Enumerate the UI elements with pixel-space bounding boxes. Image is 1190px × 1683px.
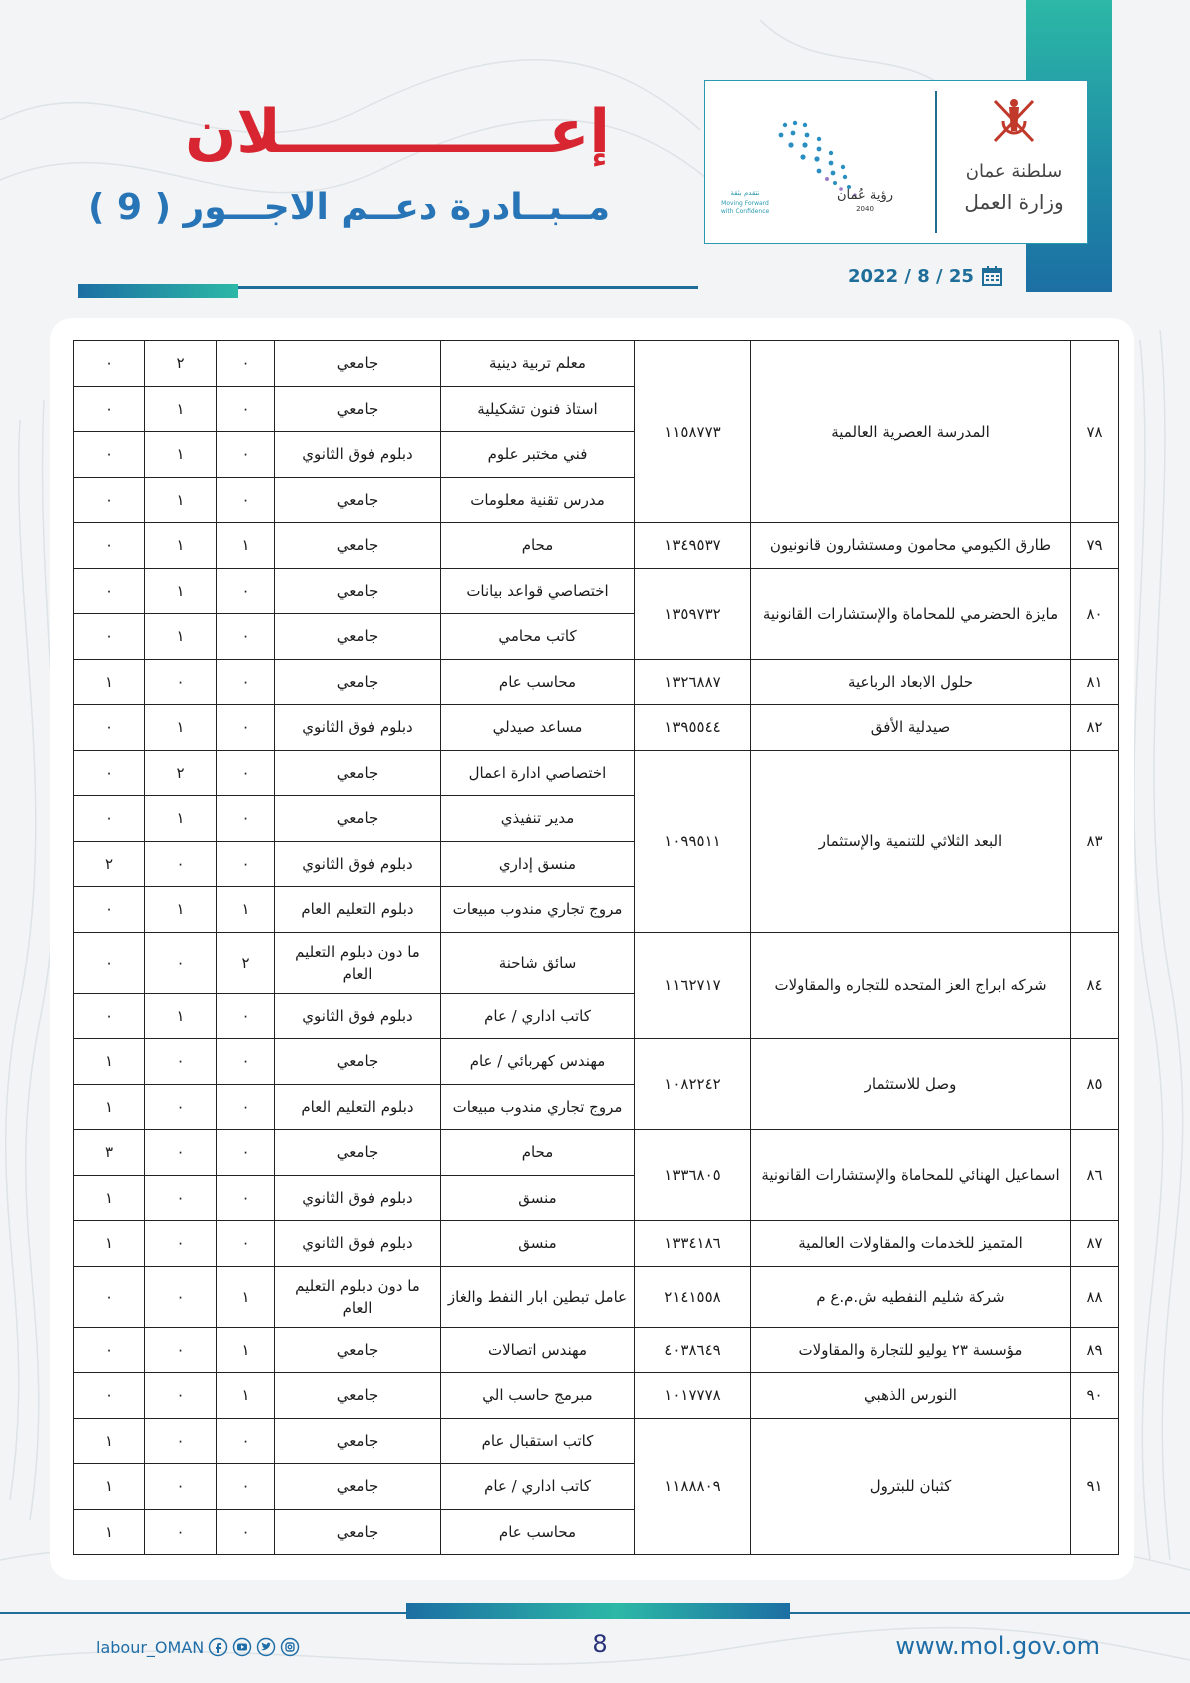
table-row <box>74 1373 1119 1419</box>
row-number-cell: ٨٤ <box>1071 932 1119 1039</box>
job-title-cell: منسق إداري <box>441 841 635 887</box>
count-cell: ٠ <box>74 386 145 432</box>
count-cell: ٠ <box>145 932 217 993</box>
count-cell: ١ <box>74 1175 145 1221</box>
count-cell: ٢ <box>145 341 217 387</box>
count-cell: ٠ <box>217 386 275 432</box>
company-name-cell: النورس الذهبي <box>751 1373 1071 1419</box>
job-title-cell: مساعد صيدلي <box>441 705 635 751</box>
count-cell: ٢ <box>74 841 145 887</box>
company-name-cell: شركه ابراج العز المتحده للتجاره والمقاولات <box>751 932 1071 1039</box>
count-cell: ٠ <box>145 1266 217 1327</box>
job-title-cell: استاذ فنون تشكيلية <box>441 386 635 432</box>
table-card <box>50 318 1134 1580</box>
count-cell: ١ <box>74 1509 145 1555</box>
company-name-cell: البعد الثلاثي للتنمية والإستثمار <box>751 750 1071 932</box>
count-cell: ١ <box>145 887 217 933</box>
count-cell: ٠ <box>74 750 145 796</box>
vision-year: 2040 <box>856 205 874 213</box>
count-cell: ١ <box>217 523 275 569</box>
qualification-cell: جامعي <box>275 523 441 569</box>
row-number-cell: ٨٩ <box>1071 1327 1119 1373</box>
vision-tag-en-1: Moving Forward <box>721 200 769 207</box>
job-title-cell: كاتب اداري / عام <box>441 1464 635 1510</box>
count-cell: ٠ <box>74 932 145 993</box>
count-cell: ١ <box>145 614 217 660</box>
ministry-of-labour-logo <box>945 91 1083 235</box>
qualification-cell: ما دون دبلوم التعليم العام <box>275 932 441 993</box>
company-name-cell: المدرسة العصرية العالمية <box>751 341 1071 523</box>
table-row <box>74 1418 1119 1464</box>
registration-number-cell: ١٣٢٦٨٨٧ <box>635 659 751 705</box>
row-number-cell: ٨١ <box>1071 659 1119 705</box>
registration-number-cell: ١١٨٨٨٠٩ <box>635 1418 751 1555</box>
qualification-cell: دبلوم التعليم العام <box>275 1084 441 1130</box>
row-number-cell: ٨٧ <box>1071 1221 1119 1267</box>
table-row <box>74 659 1119 705</box>
row-number-cell: ٨٥ <box>1071 1039 1119 1130</box>
count-cell: ٠ <box>74 568 145 614</box>
job-title-cell: اختصاصي ادارة اعمال <box>441 750 635 796</box>
vision-tag-ar: نتقدم بثقة <box>730 189 760 197</box>
registration-number-cell: ١٣٣٦٨٠٥ <box>635 1130 751 1221</box>
count-cell: ٠ <box>74 614 145 660</box>
qualification-cell: دبلوم فوق الثانوي <box>275 841 441 887</box>
company-name-cell: صيدلية الأفق <box>751 705 1071 751</box>
count-cell: ١ <box>145 523 217 569</box>
qualification-cell: جامعي <box>275 1509 441 1555</box>
count-cell: ٠ <box>217 568 275 614</box>
qualification-cell: ما دون دبلوم التعليم العام <box>275 1266 441 1327</box>
company-name-cell: طارق الكيومي محامون ومستشارون قانونيون <box>751 523 1071 569</box>
logo-divider <box>935 91 937 233</box>
qualification-cell: جامعي <box>275 1373 441 1419</box>
qualification-cell: دبلوم فوق الثانوي <box>275 993 441 1039</box>
registration-number-cell: ١٠١٧٧٧٨ <box>635 1373 751 1419</box>
count-cell: ٠ <box>145 1418 217 1464</box>
count-cell: ١ <box>145 432 217 478</box>
qualification-cell: جامعي <box>275 341 441 387</box>
qualification-cell: جامعي <box>275 659 441 705</box>
table-row <box>74 932 1119 993</box>
company-name-cell: شركة شليم النفطيه ش.م.ع م <box>751 1266 1071 1327</box>
company-name-cell: مؤسسة ٢٣ يوليو للتجارة والمقاولات <box>751 1327 1071 1373</box>
count-cell: ١ <box>217 1327 275 1373</box>
table-row <box>74 705 1119 751</box>
facebook-icon[interactable] <box>208 1637 228 1657</box>
job-title-cell: مدرس تقنية معلومات <box>441 477 635 523</box>
row-number-cell: ٨٦ <box>1071 1130 1119 1221</box>
company-name-cell: مايزة الحضرمي للمحاماة والإستشارات القانونية <box>751 568 1071 659</box>
count-cell: ١ <box>145 568 217 614</box>
count-cell: ٠ <box>74 993 145 1039</box>
table-row <box>74 1327 1119 1373</box>
count-cell: ٠ <box>217 341 275 387</box>
twitter-icon[interactable] <box>256 1637 276 1657</box>
title-underline-accent <box>78 284 238 298</box>
count-cell: ٠ <box>217 705 275 751</box>
calendar-icon <box>982 266 1002 286</box>
job-title-cell: منسق <box>441 1175 635 1221</box>
row-number-cell: ٧٩ <box>1071 523 1119 569</box>
job-title-cell: كاتب استقبال عام <box>441 1418 635 1464</box>
qualification-cell: جامعي <box>275 1418 441 1464</box>
count-cell: ٠ <box>74 1373 145 1419</box>
row-number-cell: ٨٠ <box>1071 568 1119 659</box>
qualification-cell: جامعي <box>275 386 441 432</box>
count-cell: ١ <box>145 993 217 1039</box>
count-cell: ١ <box>217 887 275 933</box>
ministry-name-line-2: وزارة العمل <box>964 190 1064 214</box>
count-cell: ٢ <box>217 932 275 993</box>
count-cell: ٠ <box>217 1509 275 1555</box>
logo-panel <box>704 80 1088 244</box>
count-cell: ٠ <box>145 1039 217 1085</box>
vision-name: رؤية عُمان <box>836 188 894 203</box>
qualification-cell: جامعي <box>275 568 441 614</box>
qualification-cell: جامعي <box>275 614 441 660</box>
count-cell: ٢ <box>145 750 217 796</box>
table-row <box>74 1039 1119 1085</box>
registration-number-cell: ١٠٩٩٥١١ <box>635 750 751 932</box>
qualification-cell: دبلوم فوق الثانوي <box>275 705 441 751</box>
company-name-cell: المتميز للخدمات والمقاولات العالمية <box>751 1221 1071 1267</box>
job-title-cell: محام <box>441 523 635 569</box>
table-row <box>74 1266 1119 1327</box>
qualification-cell: جامعي <box>275 796 441 842</box>
job-title-cell: منسق <box>441 1221 635 1267</box>
job-title-cell: كاتب اداري / عام <box>441 993 635 1039</box>
count-cell: ٠ <box>145 1130 217 1176</box>
qualification-cell: جامعي <box>275 477 441 523</box>
table-row <box>74 568 1119 614</box>
qualification-cell: جامعي <box>275 1130 441 1176</box>
company-name-cell: وصل للاستثمار <box>751 1039 1071 1130</box>
count-cell: ٠ <box>145 1327 217 1373</box>
count-cell: ١ <box>145 477 217 523</box>
announcement-title: إعـــــــــــــلان <box>185 97 610 167</box>
registration-number-cell: ١٣٩٥٥٤٤ <box>635 705 751 751</box>
job-title-cell: مروج تجاري مندوب مبيعات <box>441 887 635 933</box>
job-title-cell: مدير تنفيذي <box>441 796 635 842</box>
count-cell: ٠ <box>74 1327 145 1373</box>
count-cell: ٣ <box>74 1130 145 1176</box>
count-cell: ١ <box>74 1084 145 1130</box>
count-cell: ٠ <box>217 993 275 1039</box>
job-title-cell: عامل تبطين ابار النفط والغاز <box>441 1266 635 1327</box>
registration-number-cell: ١٣٥٩٧٣٢ <box>635 568 751 659</box>
row-number-cell: ٨٨ <box>1071 1266 1119 1327</box>
count-cell: ٠ <box>217 1130 275 1176</box>
registration-number-cell: ١١٦٢٧١٧ <box>635 932 751 1039</box>
count-cell: ٠ <box>217 1221 275 1267</box>
qualification-cell: جامعي <box>275 1327 441 1373</box>
count-cell: ٠ <box>145 1175 217 1221</box>
job-title-cell: مهندس كهربائي / عام <box>441 1039 635 1085</box>
row-number-cell: ٨٢ <box>1071 705 1119 751</box>
count-cell: ٠ <box>217 1084 275 1130</box>
job-title-cell: مروج تجاري مندوب مبيعات <box>441 1084 635 1130</box>
youtube-icon[interactable] <box>232 1637 252 1657</box>
count-cell: ٠ <box>145 1373 217 1419</box>
website-link[interactable]: www.mol.gov.om <box>895 1632 1100 1660</box>
date-text: 2022 / 8 / 25 <box>848 265 974 287</box>
registration-number-cell: ١١٥٨٧٧٣ <box>635 341 751 523</box>
count-cell: ٠ <box>145 1221 217 1267</box>
count-cell: ١ <box>217 1373 275 1419</box>
qualification-cell: جامعي <box>275 1039 441 1085</box>
count-cell: ٠ <box>74 705 145 751</box>
count-cell: ٠ <box>145 1084 217 1130</box>
job-title-cell: فني مختبر علوم <box>441 432 635 478</box>
social-links <box>96 1637 300 1657</box>
job-title-cell: محاسب عام <box>441 659 635 705</box>
count-cell: ٠ <box>217 432 275 478</box>
count-cell: ٠ <box>74 1266 145 1327</box>
count-cell: ٠ <box>74 523 145 569</box>
company-name-cell: اسماعيل الهنائي للمحاماة والإستشارات القانونية <box>751 1130 1071 1221</box>
count-cell: ٠ <box>217 1039 275 1085</box>
footer-accent-bar <box>406 1603 790 1619</box>
company-name-cell: حلول الابعاد الرباعية <box>751 659 1071 705</box>
job-title-cell: مبرمج حاسب الي <box>441 1373 635 1419</box>
count-cell: ٠ <box>217 1175 275 1221</box>
job-title-cell: سائق شاحنة <box>441 932 635 993</box>
row-number-cell: ٩٠ <box>1071 1373 1119 1419</box>
initiative-subtitle: مــبــادرة دعــم الاجـــور ( 9 ) <box>87 187 610 228</box>
count-cell: ٠ <box>74 477 145 523</box>
count-cell: ٠ <box>217 841 275 887</box>
registration-number-cell: ٢١٤١٥٥٨ <box>635 1266 751 1327</box>
count-cell: ١ <box>145 796 217 842</box>
count-cell: ٠ <box>74 341 145 387</box>
count-cell: ١ <box>145 705 217 751</box>
count-cell: ٠ <box>145 659 217 705</box>
row-number-cell: ٨٣ <box>1071 750 1119 932</box>
row-number-cell: ٧٨ <box>1071 341 1119 523</box>
vision-tag-en-2: with Confidence <box>720 208 770 215</box>
table-row <box>74 341 1119 387</box>
table-row <box>74 750 1119 796</box>
table-row <box>74 1130 1119 1176</box>
qualification-cell: دبلوم فوق الثانوي <box>275 432 441 478</box>
count-cell: ٠ <box>217 796 275 842</box>
job-title-cell: محاسب عام <box>441 1509 635 1555</box>
instagram-icon[interactable] <box>280 1637 300 1657</box>
count-cell: ٠ <box>145 1464 217 1510</box>
count-cell: ١ <box>74 1418 145 1464</box>
count-cell: ٠ <box>145 841 217 887</box>
oman-2040-vision-logo <box>715 111 925 221</box>
count-cell: ١ <box>74 1039 145 1085</box>
qualification-cell: دبلوم فوق الثانوي <box>275 1221 441 1267</box>
registration-number-cell: ١٣٤٩٥٣٧ <box>635 523 751 569</box>
company-name-cell: كثبان للبترول <box>751 1418 1071 1555</box>
job-title-cell: اختصاصي قواعد بيانات <box>441 568 635 614</box>
qualification-cell: جامعي <box>275 750 441 796</box>
date-stamp <box>848 262 1002 290</box>
count-cell: ٠ <box>145 1509 217 1555</box>
registration-number-cell: ١٠٨٢٢٤٢ <box>635 1039 751 1130</box>
ministry-name-line-1: سلطنة عمان <box>965 161 1063 182</box>
count-cell: ٠ <box>74 796 145 842</box>
count-cell: ١ <box>145 386 217 432</box>
page-number: 8 <box>592 1630 608 1658</box>
table-row <box>74 523 1119 569</box>
registration-number-cell: ٤٠٣٨٦٤٩ <box>635 1327 751 1373</box>
job-title-cell: معلم تربية دينية <box>441 341 635 387</box>
social-handle[interactable]: labour_OMAN <box>96 1637 205 1657</box>
vacancies-table <box>73 340 1119 1555</box>
count-cell: ٠ <box>74 887 145 933</box>
qualification-cell: دبلوم التعليم العام <box>275 887 441 933</box>
count-cell: ٠ <box>74 432 145 478</box>
count-cell: ١ <box>74 659 145 705</box>
job-title-cell: كاتب محامي <box>441 614 635 660</box>
table-row <box>74 1221 1119 1267</box>
count-cell: ١ <box>74 1221 145 1267</box>
row-number-cell: ٩١ <box>1071 1418 1119 1555</box>
count-cell: ٠ <box>217 750 275 796</box>
count-cell: ١ <box>217 1266 275 1327</box>
qualification-cell: دبلوم فوق الثانوي <box>275 1175 441 1221</box>
job-title-cell: مهندس اتصالات <box>441 1327 635 1373</box>
qualification-cell: جامعي <box>275 1464 441 1510</box>
count-cell: ٠ <box>217 614 275 660</box>
count-cell: ١ <box>74 1464 145 1510</box>
count-cell: ٠ <box>217 1464 275 1510</box>
count-cell: ٠ <box>217 1418 275 1464</box>
count-cell: ٠ <box>217 477 275 523</box>
job-title-cell: محام <box>441 1130 635 1176</box>
count-cell: ٠ <box>217 659 275 705</box>
registration-number-cell: ١٣٣٤١٨٦ <box>635 1221 751 1267</box>
